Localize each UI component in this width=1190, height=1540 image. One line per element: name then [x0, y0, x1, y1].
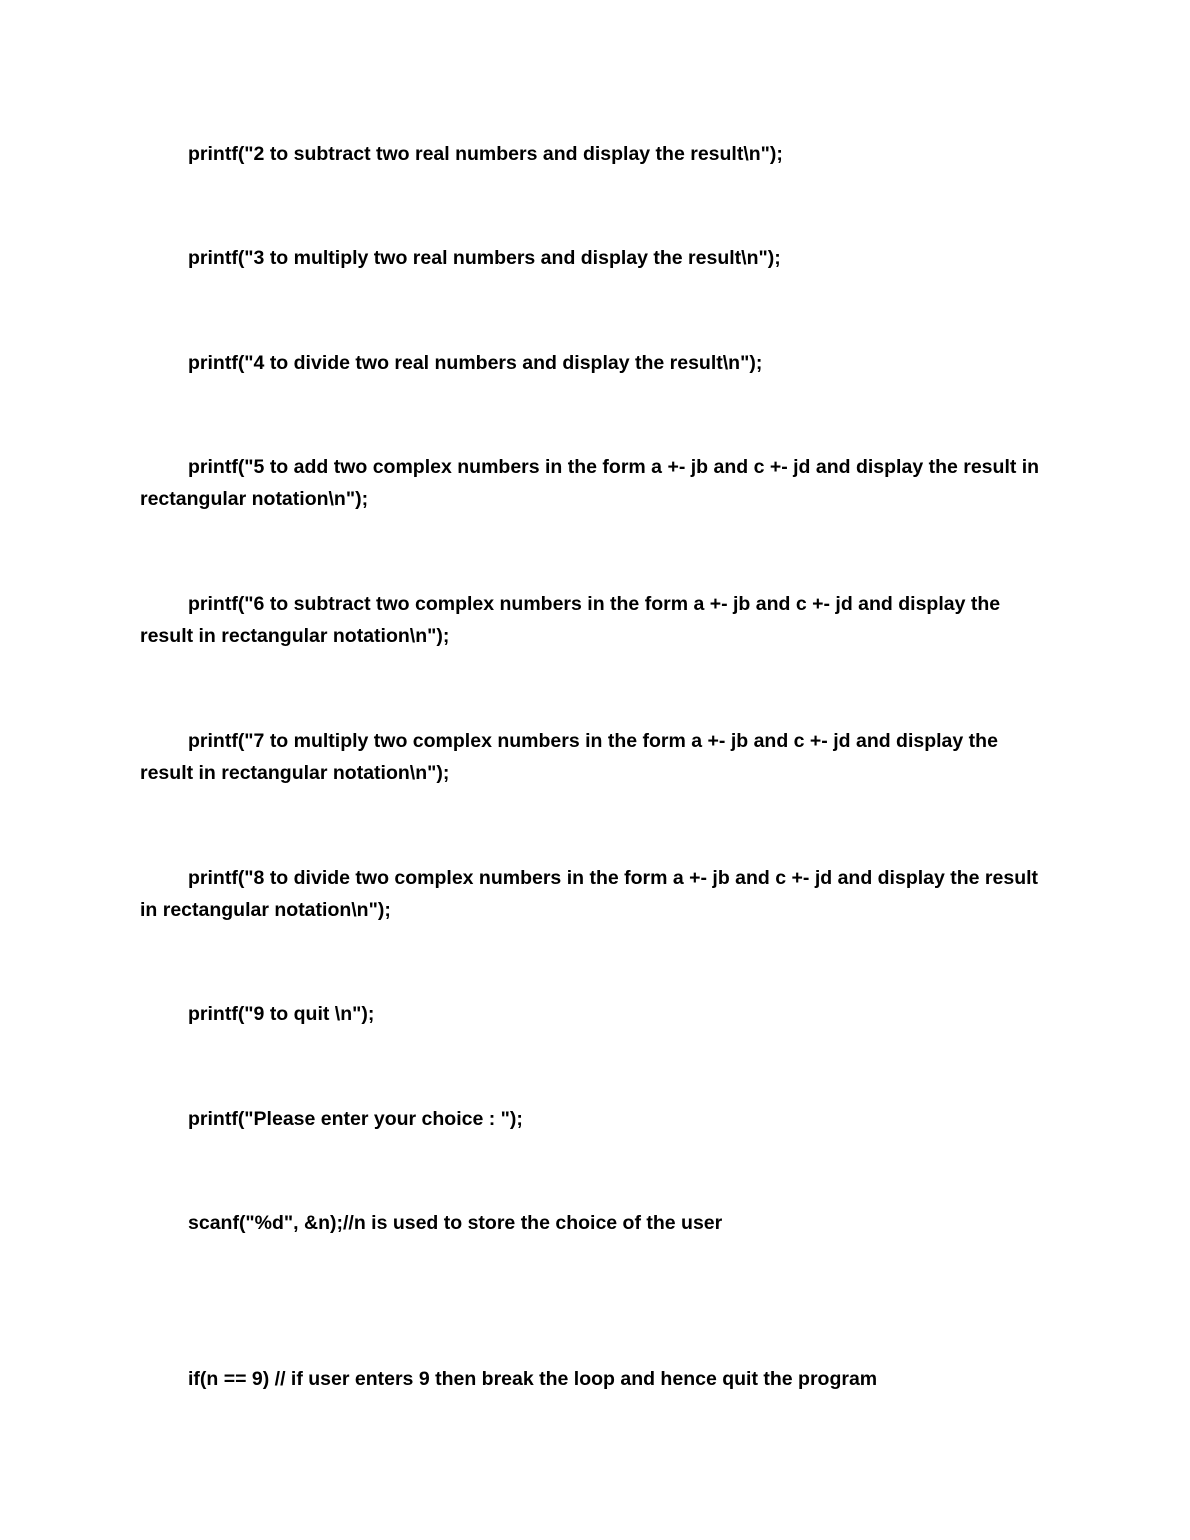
code-line-subtract-complex: printf("6 to subtract two complex numbers in the form a +- jb and c +- jd and display the result in rectangular notation\n"); — [140, 593, 1001, 647]
code-line-add-complex: printf("5 to add two complex numbers in the form a +- jb and c +- jd and display the result in rectangular notation\n"); — [140, 456, 1040, 510]
code-line-multiply-real: printf("3 to multiply two real numbers and display the result\n"); — [188, 247, 781, 269]
code-line-divide-complex: printf("8 to divide two complex numbers in the form a +- jb and c +- jd and display the result in rectangular notation\n"); — [140, 867, 1039, 921]
code-line-scanf: scanf("%d", &n);//n is used to store the choice of the user — [188, 1212, 723, 1234]
code-line-quit: printf("9 to quit \n"); — [188, 1003, 375, 1025]
code-line-multiply-complex: printf("7 to multiply two complex numbers in the form a +- jb and c +- jd and display the result in rectangular notation\n"); — [140, 730, 998, 784]
code-line-prompt: printf("Please enter your choice : "); — [188, 1108, 523, 1130]
code-line-divide-real: printf("4 to divide two real numbers and display the result\n"); — [188, 352, 763, 374]
code-line-subtract-real: printf("2 to subtract two real numbers and display the result\n"); — [188, 143, 783, 165]
code-line-if-quit: if(n == 9) // if user enters 9 then break the loop and hence quit the program — [188, 1368, 878, 1390]
